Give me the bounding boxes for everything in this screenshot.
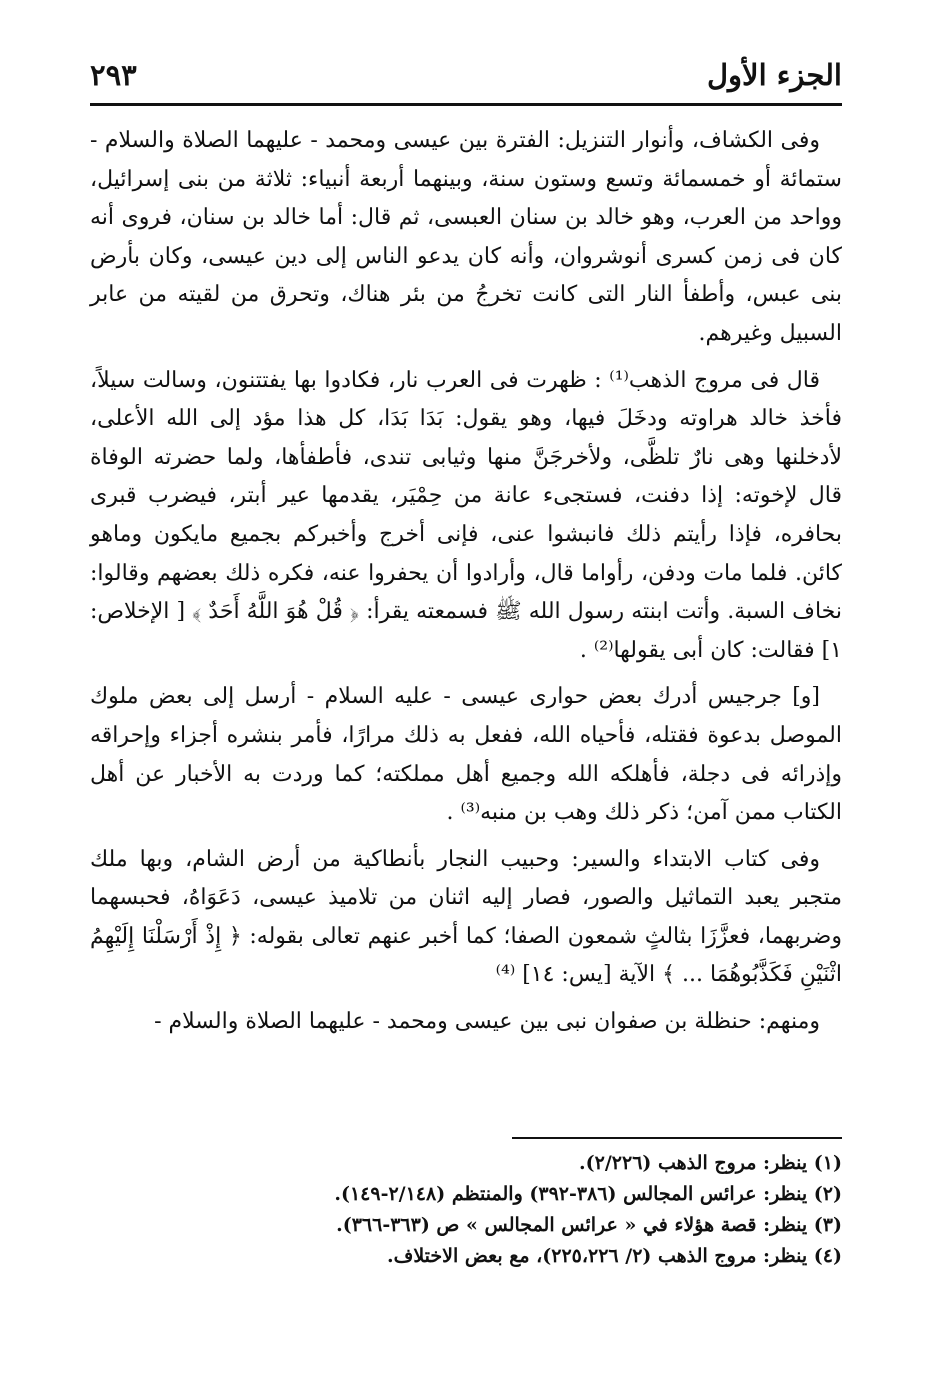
- footnote-4: (٤) ينظر: مروج الذهب (٢/ ٢٢٥،٢٢٦)، مع بعض الاختلاف.: [387, 1245, 842, 1267]
- footnotes: [90, 1148, 842, 1272]
- page-number: ٢٩٣: [90, 58, 137, 92]
- footnote-1: (١) ينظر: مروج الذهب (٢/٢٢٦).: [579, 1152, 842, 1174]
- main-text: [90, 122, 842, 1042]
- footnote-3: (٣) ينظر: قصة هؤلاء في « عرائس المجالس » ص (٣٦٣-٣٦٦).: [336, 1214, 842, 1236]
- header-divider: [90, 103, 842, 106]
- running-title: الجزء الأول: [706, 58, 842, 92]
- paragraph-4: وفى كتاب الابتداء والسير: وحبيب النجار بأنطاكية من أرض الشام، وبها ملك متجبر يعبد التماثيل والصور، فصار إليه اثنان من تلاميذ عيسى، دَعَوَاهُ، فحبسهما وضربهما، فعزَّزَا بثالثٍ شمعون الصفا؛ كما أخبر عنهم تعالى بقوله: ﴿ إِذْ أَرْسَلْنَا إِلَيْهِمُ اثْنَيْنِ فَكَذَّبُوهُمَا ... ﴾ الآية [يس: ١٤] ⁽⁴⁾: [90, 846, 842, 988]
- running-header: [90, 52, 842, 96]
- footnote-divider: [512, 1137, 842, 1139]
- paragraph-2: قال فى مروج الذهب⁽¹⁾ : ظهرت فى العرب نار، فكادوا بها يفتتنون، وسالت سيلاً، فأخذ خالد هراوته ودخَلَ فيها، وهو يقول: بَدَا بَدَا، كل هذا مؤد إلى الله الأعلى، لأدخلنها وهى نارٌ تلظَّى، ولأخرجَنَّ منها وثيابى تندى، فأطفأها، ولما حضرته الوفاة قال لإخوته: إذا دفنت، فستجىء عانة من حِمْيَر، يقدمها عير أبتر، فيضرب قبرى بحافره، فإذا رأيتم ذلك فانبشوا عنى، فإنى أخرج وأخبركم بجميع مايكون وماهو كائن. فلما مات ودفن، رأواما قال، وأرادوا أن يحفروا عنه، فكره ذلك بعضهم وقالوا: نخاف السبة. وأتت ابنته رسول الله ﷺ فسمعته يقرأ: ﴿ قُلْ هُوَ اللَّهُ أَحَدٌ ﴾ [ الإخلاص: ١] فقالت: كان أبى يقولها⁽²⁾ .: [90, 367, 842, 663]
- paragraph-5: ومنهم: حنظلة بن صفوان نبى بين عيسى ومحمد - عليهما الصلاة والسلام -: [154, 1009, 820, 1035]
- paragraph-1: وفى الكشاف، وأنوار التنزيل: الفترة بين عيسى ومحمد - عليهما الصلاة والسلام - ستمائة أو خمسمائة وتسع وستون سنة، وبينهما أربعة أنبياء: ثلاثة من بنى إسرائيل، وواحد من العرب، وهو خالد بن سنان العبسى، ثم قال: أما خالد بن سنان، فروى أنه كان فى زمن كسرى أنوشروان، وأنه كان يدعو الناس إلى دين عيسى، وكان بأرض بنى عبس، وأطفأ النار التى كانت تخرجُ من بئر هناك، وتحرق من لقيته من عابر السبيل وغيرهم.: [90, 128, 842, 346]
- paragraph-3: [و] جرجيس أدرك بعض حوارى عيسى - عليه السلام - أرسل إلى بعض ملوك الموصل بدعوة فقتله، فأحياه الله، ففعل به ذلك مرارًا، فأمر بنشره أجزاء وإحراقه وإذرائه فى دجلة، فأهلكه الله وجميع أهل مملكته؛ كما وردت به الأخبار عن أهل الكتاب ممن آمن؛ ذكر ذلك وهب بن منبه⁽³⁾ .: [90, 684, 842, 826]
- footnote-2: (٢) ينظر: عرائس المجالس (٣٨٦-٣٩٢) والمنتظم (٢/١٤٨-١٤٩).: [334, 1183, 842, 1205]
